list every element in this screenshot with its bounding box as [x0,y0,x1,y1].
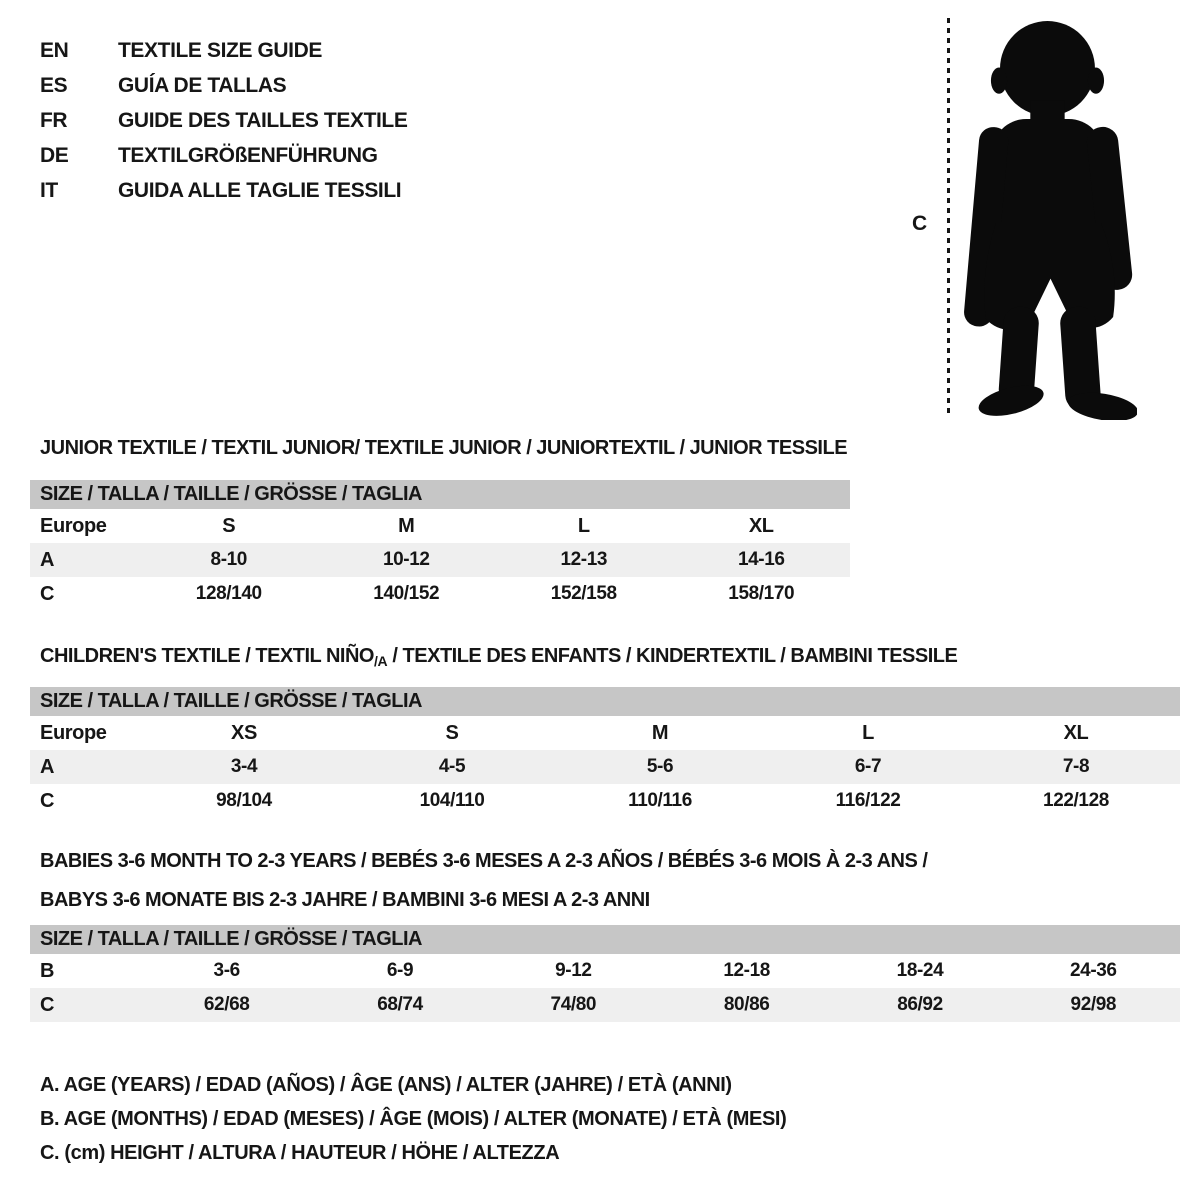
table-cell: 3-4 [230,756,258,777]
legend-height-cm: C. (cm) HEIGHT / ALTURA / HAUTEUR / HÖHE / ALTEZZA [40,1141,560,1164]
table-cell: 8-10 [210,549,247,570]
region-label: Europe [40,721,107,744]
column-header: S [222,514,236,537]
column-header: S [445,721,459,744]
language-code: DE [40,143,69,167]
table-cell: 5-6 [646,756,674,777]
guide-title-it: GUIDA ALLE TAGLIE TESSILI [118,178,402,202]
table-cell: 74/80 [550,994,597,1015]
row-label: C [40,582,55,605]
column-header: XS [231,721,257,744]
table-cell: 24-36 [1070,960,1117,981]
toddler-silhouette-icon [962,16,1137,420]
table-cell: 62/68 [203,994,250,1015]
table-cell: 122/128 [1043,790,1109,811]
row-label: B [40,959,55,982]
children-row-a [30,750,1180,784]
babies-title-line2: BABYS 3-6 MONATE BIS 2-3 JAHRE / BAMBINI 3-6 MESI A 2-3 ANNI [40,889,650,911]
children-title-subscript: /A [373,653,388,669]
size-header-text: SIZE / TALLA / TAILLE / GRÖSSE / TAGLIA [40,483,422,505]
junior-size-table [30,480,850,611]
table-cell: 68/74 [377,994,423,1015]
table-cell: 3-6 [213,960,240,981]
table-cell: 110/116 [628,790,692,811]
table-cell: 12-18 [723,960,770,981]
size-header-bar [30,925,1180,954]
table-cell: 14-16 [737,549,785,570]
junior-row-c [30,577,850,611]
legend-age-years: A. AGE (YEARS) / EDAD (AÑOS) / ÂGE (ANS) / ALTER (JAHRE) / ETÀ (ANNI) [40,1073,732,1096]
table-cell: 98/104 [216,790,272,811]
table-cell: 116/122 [835,790,901,811]
language-row-fr [40,103,407,138]
children-title-rest: / TEXTILE DES ENFANTS / KINDERTEXTIL / BAMBINI TESSILE [387,645,958,667]
table-cell: 158/170 [728,583,795,604]
table-cell: 104/110 [419,790,485,811]
babies-title-line1: BABIES 3-6 MONTH TO 2-3 YEARS / BEBÉS 3-6 MESES A 2-3 AÑOS / BÉBÉS 3-6 MOIS À 2-3 ANS / [40,850,928,872]
size-header-text: SIZE / TALLA / TAILLE / GRÖSSE / TAGLIA [40,690,422,712]
guide-title-fr: GUIDE DES TAILLES TEXTILE [118,108,408,132]
table-cell: 7-8 [1062,756,1090,777]
column-header: L [862,721,874,744]
language-code: FR [40,108,68,132]
language-row-es [40,68,407,103]
table-cell: 6-7 [854,756,882,777]
children-row-c [30,784,1180,818]
babies-row-b [30,954,1180,988]
row-label: C [40,993,55,1016]
children-section-title [40,645,957,668]
language-title-list [40,33,407,208]
table-cell: 140/152 [373,583,440,604]
table-cell: 92/98 [1070,994,1117,1015]
height-measure-label: C [912,212,928,235]
table-cell: 86/92 [897,994,943,1015]
language-code: EN [40,38,69,62]
language-row-en [40,33,407,68]
row-label: A [40,755,55,778]
table-cell: 9-12 [555,960,592,981]
junior-columns-row [30,509,850,543]
junior-row-a [30,543,850,577]
babies-size-table [30,925,1180,1022]
size-header-text: SIZE / TALLA / TAILLE / GRÖSSE / TAGLIA [40,928,422,950]
column-header: L [577,514,590,537]
table-cell: 10-12 [382,549,430,570]
column-header: XL [748,514,774,537]
table-cell: 18-24 [896,960,944,981]
measure-legend [40,1068,786,1170]
size-header-bar [30,480,850,509]
table-cell: 80/86 [723,994,770,1015]
children-title-main: CHILDREN'S TEXTILE / TEXTIL NIÑO [40,645,374,667]
language-code: IT [40,178,58,202]
guide-title-de: TEXTILGRÖßENFÜHRUNG [118,143,378,167]
region-label: Europe [40,514,107,537]
junior-section-title: JUNIOR TEXTILE / TEXTIL JUNIOR/ TEXTILE JUNIOR / JUNIORTEXTIL / JUNIOR TESSILE [40,437,848,459]
children-size-table [30,687,1180,818]
column-header: XL [1063,721,1089,744]
legend-age-months: B. AGE (MONTHS) / EDAD (MESES) / ÂGE (MOIS) / ALTER (MONATE) / ETÀ (MESI) [40,1107,787,1130]
table-cell: 6-9 [386,960,414,981]
column-header: M [398,514,415,537]
table-cell: 4-5 [438,756,466,777]
babies-row-c [30,988,1180,1022]
table-cell: 12-13 [560,549,608,570]
row-label: A [40,548,55,571]
language-row-it [40,173,407,208]
guide-title-en: TEXTILE SIZE GUIDE [118,38,322,62]
babies-section-title [40,842,927,920]
table-cell: 128/140 [195,583,262,604]
language-row-de [40,138,407,173]
children-columns-row [30,716,1180,750]
table-cell: 152/158 [550,583,617,604]
language-code: ES [40,73,68,97]
column-header: M [651,721,669,744]
size-header-bar [30,687,1180,716]
row-label: C [40,789,55,812]
height-dashed-line [947,18,950,416]
guide-title-es: GUÍA DE TALLAS [118,73,287,97]
